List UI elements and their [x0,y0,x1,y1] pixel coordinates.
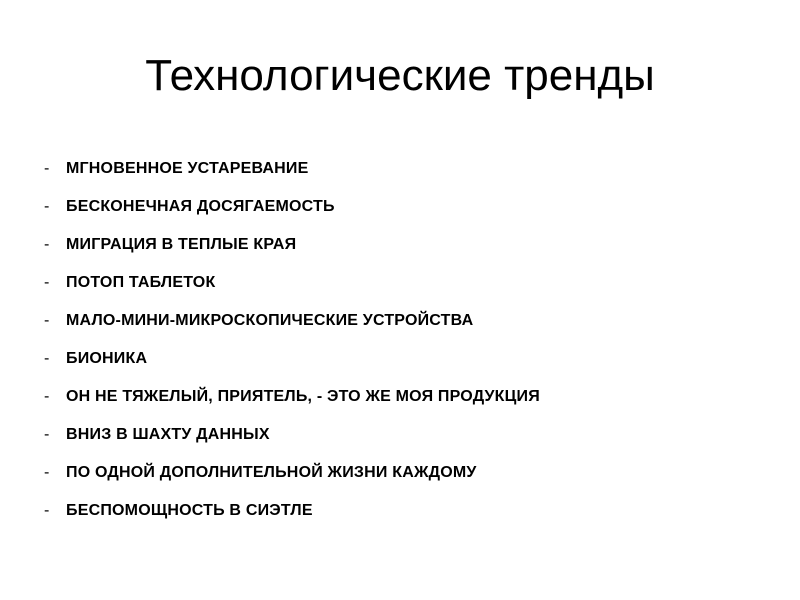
list-item [44,226,540,264]
bullet-dash: - [44,464,50,481]
slide-title: Технологические тренды [145,51,655,100]
bullet-dash: - [44,160,50,177]
bullet-dash: - [44,312,50,329]
list-item [44,492,540,530]
list-item-text: БЕСКОНЕЧНАЯ ДОСЯГАЕМОСТЬ [66,198,335,215]
list-item-text: ПО ОДНОЙ ДОПОЛНИТЕЛЬНОЙ ЖИЗНИ КАЖДОМУ [66,464,477,481]
list-item [44,340,540,378]
list-item [44,264,540,302]
list-item-text: БЕСПОМОЩНОСТЬ В СИЭТЛЕ [66,502,313,519]
bullet-dash: - [44,198,50,215]
list-item [44,188,540,226]
list-item-text: ПОТОП ТАБЛЕТОК [66,274,216,291]
list-item [44,150,540,188]
bullet-dash: - [44,350,50,367]
list-item [44,454,540,492]
bullet-dash: - [44,274,50,291]
list-item-text: МГНОВЕННОЕ УСТАРЕВАНИЕ [66,160,309,177]
list-item-text: МИГРАЦИЯ В ТЕПЛЫЕ КРАЯ [66,236,297,253]
bullet-dash: - [44,502,50,519]
bullet-dash: - [44,388,50,405]
bullet-dash: - [44,426,50,443]
list-item [44,416,540,454]
list-item-text: БИОНИКА [66,350,148,367]
trend-list [44,150,540,530]
list-item [44,302,540,340]
list-item-text: ОН НЕ ТЯЖЕЛЫЙ, ПРИЯТЕЛЬ, - ЭТО ЖЕ МОЯ ПРОДУКЦИЯ [66,388,540,405]
bullet-dash: - [44,236,50,253]
list-item-text: ВНИЗ В ШАХТУ ДАННЫХ [66,426,270,443]
list-item-text: МАЛО-МИНИ-МИКРОСКОПИЧЕСКИЕ УСТРОЙСТВА [66,312,474,329]
list-item [44,378,540,416]
